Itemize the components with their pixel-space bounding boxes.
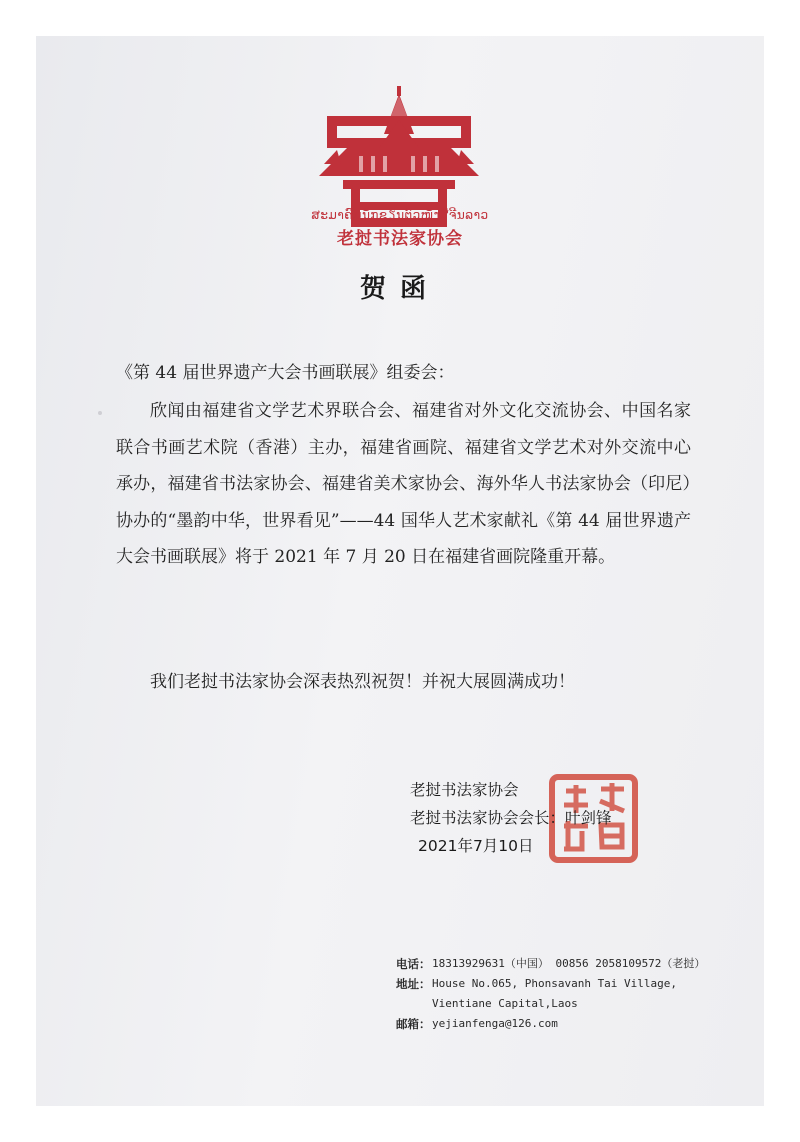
letter-title: 贺函 [359,274,440,304]
address-row [396,974,736,994]
phone-value: 18313929631（中国） 00856 2058109572（老挝） [432,957,706,970]
body-paragraph-1: 欣闻由福建省文学艺术界联合会、福建省对外文化交流协会、中国名家联合书画艺术院（香港）主办，福建省画院、福建省文学艺术对外交流中心承办，福建省书法家协会、福建省美术家协会、海外华人书法家协会（印尼）协办的“墨韵中华，世界看见”——44 国华人艺术家献礼《第 44 届世界遗产大会书画联展》将于 2021 年 7 月 20 日在福建省画院隆重开幕。 [116,401,691,567]
address-line-2: Vientiane Capital,Laos [432,997,578,1010]
address-line-1: House No.065, Phonsavanh Tai Village, [432,977,678,990]
contact-block [396,954,736,1034]
paper-speck [98,411,102,415]
phone-row [396,954,736,974]
signature-chair: 老挝书法家协会会长：叶剑锋 [410,809,612,827]
email-value: yejianfenga@126.com [432,1017,558,1030]
body-paragraph-2: 我们老挝书法家协会深表热烈祝贺！并祝大展圆满成功！ [150,672,575,692]
phone-label: 电话： [396,957,431,971]
email-row [396,1014,736,1034]
org-name-lao: ສະມາຄົມນັກຂຽນຕົວໜັງສືຈີນລາວ [311,208,489,222]
salutation: 《第 44 届世界遗产大会书画联展》组委会： [116,363,455,383]
org-name-chinese: 老挝书法家协会 [337,229,463,249]
email-label: 邮箱： [396,1017,431,1031]
address-label: 地址： [396,977,431,991]
signature-date: 2021年7月10日 [418,837,534,855]
signature-org: 老挝书法家协会 [410,781,519,799]
letter-sheet [36,36,764,1106]
